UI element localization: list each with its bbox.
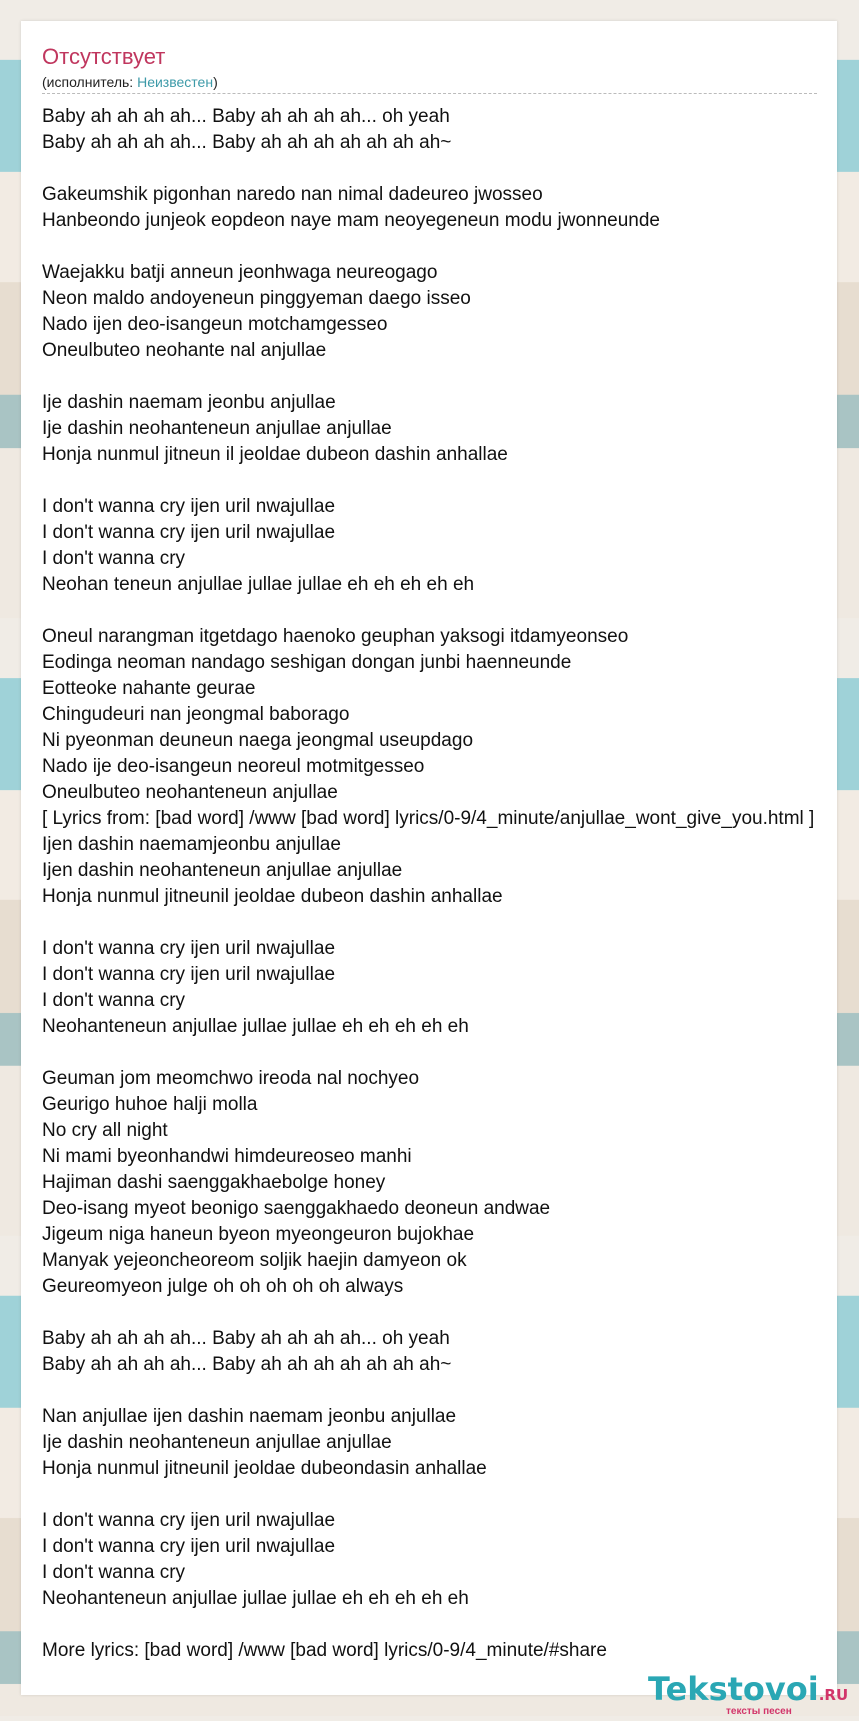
lyric-line: I don't wanna cry ijen uril nwajullae (42, 496, 336, 517)
lyric-line: Chingudeuri nan jeongmal baborago (42, 704, 350, 725)
lyric-line: I don't wanna cry ijen uril nwajullae (42, 522, 336, 543)
lyric-line: Ijen dashin naemamjeonbu anjullae (42, 834, 341, 855)
lyric-line: Nan anjullae ijen dashin naemam jeonbu anjullae (42, 1406, 457, 1427)
lyric-line (42, 468, 859, 494)
lyric-line (42, 156, 859, 182)
lyric-line: Geurigo huhoe halji molla (42, 1094, 258, 1115)
lyric-line: Nado ijen deo-isangeun motchamgesseo (42, 314, 388, 335)
lyric-line: Geuman jom meomchwo ireoda nal nochyeo (42, 1068, 420, 1089)
artist-prefix: (исполнитель: (42, 74, 138, 90)
lyric-line: Ijen dashin neohanteneun anjullae anjullae (42, 860, 403, 881)
artist-suffix: ) (213, 74, 218, 90)
lyric-line: Honja nunmul jitneunil jeoldae dubeon dashin anhallae (42, 886, 503, 907)
logo-tld: .RU (818, 1686, 849, 1704)
lyric-line: I don't wanna cry ijen uril nwajullae (42, 1536, 336, 1557)
lyric-line (42, 234, 859, 260)
lyric-line (42, 1482, 859, 1508)
header-divider (42, 93, 817, 94)
lyric-line: Honja nunmul jitneunil jeoldae dubeondasin anhallae (42, 1458, 487, 1479)
lyric-line: Baby ah ah ah ah... Baby ah ah ah ah ah ah ah~ (42, 132, 452, 153)
lyric-line: Neohan teneun anjullae jullae jullae eh eh eh eh eh (42, 574, 475, 595)
artist-link[interactable]: Неизвестен (137, 74, 214, 90)
lyric-line: Eodinga neoman nandago seshigan dongan junbi haenneunde (42, 652, 572, 673)
lyric-line: More lyrics: [bad word] /www [bad word] lyrics/0-9/4_minute/#share (42, 1640, 607, 1661)
lyric-line (42, 1612, 859, 1638)
lyrics-text (42, 104, 859, 1664)
site-logo[interactable] (648, 1671, 858, 1721)
lyric-line: No cry all night (42, 1120, 168, 1141)
lyric-line: Neohanteneun anjullae jullae jullae eh eh eh eh eh (42, 1588, 469, 1609)
lyric-line (42, 1378, 859, 1404)
lyric-line: Eotteoke nahante geurae (42, 678, 256, 699)
lyric-line: Neon maldo andoyeneun pinggyeman daego isseo (42, 288, 471, 309)
lyric-line (42, 1040, 859, 1066)
lyric-line: Baby ah ah ah ah... Baby ah ah ah ah... oh yeah (42, 106, 450, 127)
lyric-line: Deo-isang myeot beonigo saenggakhaedo deoneun andwae (42, 1198, 551, 1219)
lyric-line: Gakeumshik pigonhan naredo nan nimal dadeureo jwosseo (42, 184, 543, 205)
lyric-line: Oneulbuteo neohanteneun anjullae (42, 782, 338, 803)
lyric-line: Ni pyeonman deuneun naega jeongmal useupdago (42, 730, 474, 751)
lyric-line: I don't wanna cry (42, 990, 186, 1011)
lyric-line: Ije dashin neohanteneun anjullae anjullae (42, 1432, 392, 1453)
lyric-line: Honja nunmul jitneun il jeoldae dubeon dashin anhallae (42, 444, 508, 465)
lyric-line: Ni mami byeonhandwi himdeureoseo manhi (42, 1146, 412, 1167)
lyric-line: I don't wanna cry (42, 1562, 186, 1583)
logo-tagline: тексты песен (726, 1706, 792, 1717)
lyric-line: Manyak yejeoncheoreom soljik haejin damyeon ok (42, 1250, 467, 1271)
lyric-line (42, 910, 859, 936)
lyric-line: [ Lyrics from: [bad word] /www [bad word] lyrics/0-9/4_minute/anjullae_wont_give_you.html ] (42, 808, 815, 829)
lyrics-card (21, 21, 849, 1717)
lyric-line (42, 1300, 859, 1326)
lyric-line: Geureomyeon julge oh oh oh oh oh always (42, 1276, 404, 1297)
lyric-line: I don't wanna cry ijen uril nwajullae (42, 1510, 336, 1531)
lyric-line: Ije dashin naemam jeonbu anjullae (42, 392, 336, 413)
lyric-line: Waejakku batji anneun jeonhwaga neureogago (42, 262, 438, 283)
lyric-line: Hajiman dashi saenggakhaebolge honey (42, 1172, 386, 1193)
artist-line (42, 73, 218, 91)
logo-name: Tekstovoi (648, 1670, 819, 1708)
lyric-line: Baby ah ah ah ah... Baby ah ah ah ah ah ah ah~ (42, 1354, 452, 1375)
lyric-line: I don't wanna cry ijen uril nwajullae (42, 938, 336, 959)
lyric-line: Hanbeondo junjeok eopdeon naye mam neoyegeneun modu jwonneunde (42, 210, 660, 231)
lyric-line: Neohanteneun anjullae jullae jullae eh eh eh eh eh (42, 1016, 469, 1037)
lyric-line: I don't wanna cry ijen uril nwajullae (42, 964, 336, 985)
lyric-line (42, 364, 859, 390)
lyric-line: Ije dashin neohanteneun anjullae anjullae (42, 418, 392, 439)
lyric-line: Baby ah ah ah ah... Baby ah ah ah ah... oh yeah (42, 1328, 450, 1349)
song-title: Отсутствует (42, 44, 166, 69)
lyric-line: Nado ije deo-isangeun neoreul motmitgesseo (42, 756, 425, 777)
lyric-line: Oneulbuteo neohante nal anjullae (42, 340, 327, 361)
lyric-line: Oneul narangman itgetdago haenoko geuphan yaksogi itdamyeonseo (42, 626, 629, 647)
lyric-line: Jigeum niga haneun byeon myeongeuron bujokhae (42, 1224, 475, 1245)
lyric-line: I don't wanna cry (42, 548, 186, 569)
lyric-line (42, 598, 859, 624)
